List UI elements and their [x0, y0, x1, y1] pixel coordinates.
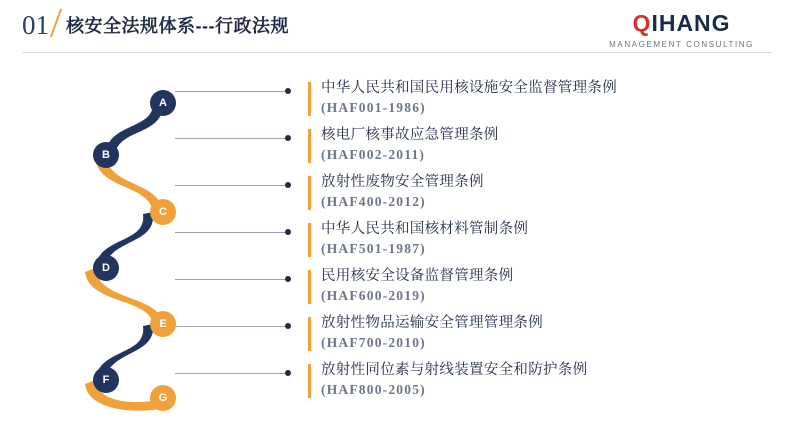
leader-dot	[285, 370, 291, 376]
accent-bar	[308, 223, 311, 257]
regulation-code: (HAF001-1986)	[321, 100, 426, 115]
list-item-text	[321, 125, 771, 164]
logo-wordmark	[609, 12, 754, 35]
list-item[interactable]	[175, 125, 775, 172]
diagram-node-g[interactable]: G	[150, 385, 176, 411]
header-rule	[22, 52, 772, 53]
leader-dot	[285, 323, 291, 329]
list-item[interactable]	[175, 219, 775, 266]
diagram-node-e[interactable]: E	[150, 311, 176, 337]
regulation-title: 放射性物品运输安全管理管理条例	[321, 315, 543, 331]
header-slash-divider	[50, 9, 62, 38]
accent-bar	[308, 176, 311, 210]
page-title: 核安全法规体系---行政法规	[66, 16, 289, 36]
list-item[interactable]	[175, 78, 775, 125]
list-item-text	[321, 266, 771, 305]
leader-dot	[285, 88, 291, 94]
accent-bar	[308, 129, 311, 163]
regulation-title: 放射性同位素与射线装置安全和防护条例	[321, 362, 588, 378]
logo-tagline: MANAGEMENT CONSULTING	[609, 40, 754, 49]
regulation-code: (HAF700-2010)	[321, 335, 426, 350]
diagram-node-d[interactable]: D	[93, 255, 119, 281]
leader-line	[175, 91, 288, 92]
leader-line	[175, 138, 288, 139]
regulation-title: 放射性废物安全管理条例	[321, 174, 484, 190]
regulation-code: (HAF600-2019)	[321, 288, 426, 303]
section-number: 01	[22, 10, 49, 40]
logo-letter-q: Q	[632, 10, 652, 36]
leader-line	[175, 279, 288, 280]
leader-line	[175, 326, 288, 327]
accent-bar	[308, 82, 311, 116]
accent-bar	[308, 270, 311, 304]
list-item-text	[321, 172, 771, 211]
company-logo	[609, 12, 754, 49]
list-item[interactable]	[175, 266, 775, 313]
accent-bar	[308, 364, 311, 398]
diagram-node-b[interactable]: B	[93, 142, 119, 168]
leader-dot	[285, 182, 291, 188]
diagram-node-c[interactable]: C	[150, 199, 176, 225]
regulation-code: (HAF002-2011)	[321, 147, 426, 162]
list-item-text	[321, 78, 771, 117]
list-item[interactable]	[175, 313, 775, 360]
accent-bar	[308, 317, 311, 351]
diagram-node-f[interactable]: F	[93, 367, 119, 393]
list-item-text	[321, 313, 771, 352]
leader-dot	[285, 135, 291, 141]
diagram-node-a[interactable]: A	[150, 90, 176, 116]
list-item[interactable]	[175, 172, 775, 219]
leader-dot	[285, 229, 291, 235]
list-item-text	[321, 360, 771, 399]
regulation-code: (HAF501-1987)	[321, 241, 426, 256]
leader-line	[175, 373, 288, 374]
regulation-title: 中华人民共和国民用核设施安全监督管理条例	[321, 80, 617, 96]
regulation-title: 中华人民共和国核材料管制条例	[321, 221, 529, 237]
regulation-code: (HAF800-2005)	[321, 382, 426, 397]
list-item[interactable]	[175, 360, 775, 407]
leader-dot	[285, 276, 291, 282]
regulation-list	[175, 78, 775, 407]
list-item-text	[321, 219, 771, 258]
leader-line	[175, 185, 288, 186]
leader-line	[175, 232, 288, 233]
regulation-title: 民用核安全设备监督管理条例	[321, 268, 514, 284]
regulation-code: (HAF400-2012)	[321, 194, 426, 209]
logo-letters-rest: IHANG	[651, 10, 731, 36]
regulation-title: 核电厂核事故应急管理条例	[321, 127, 499, 143]
